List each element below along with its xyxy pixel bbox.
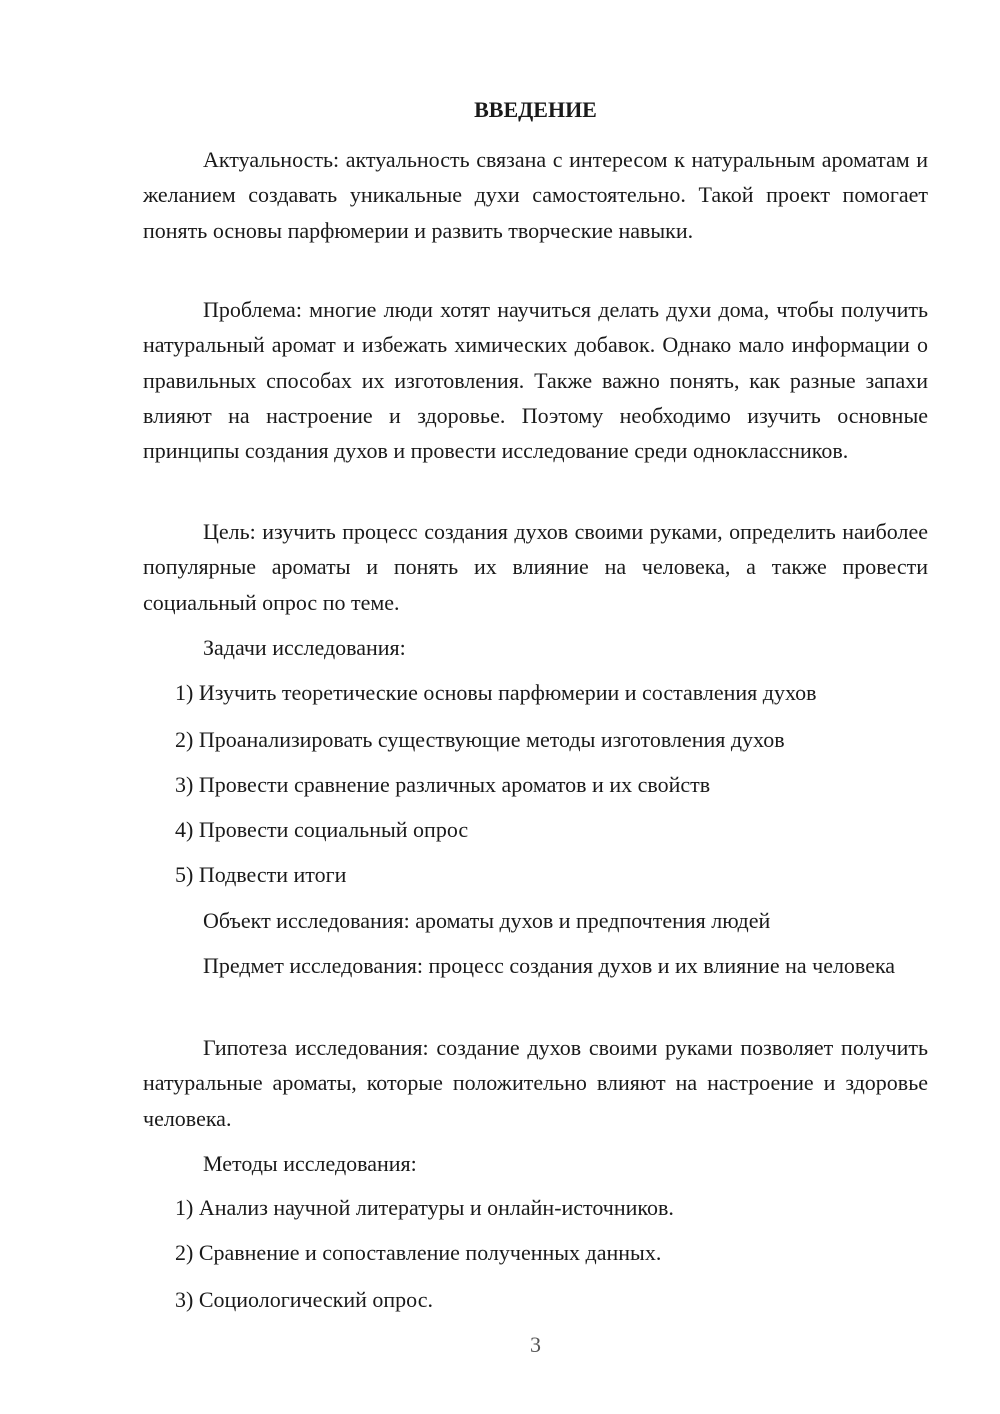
section-heading: ВВЕДЕНИЕ <box>474 97 597 122</box>
goal-paragraph: Цель: изучить процесс создания духов своими руками, определить наиболее популярные ароматы и понять их влияние на человека, а также провести социальный опрос по теме. <box>143 519 928 615</box>
task-item-4: 4) Провести социальный опрос <box>175 817 469 842</box>
page-number: 3 <box>530 1332 541 1357</box>
hypothesis-paragraph: Гипотеза исследования: создание духов своими руками позволяет получить натуральные ароматы, которые положительно влияют на настроение и здоровье человека. <box>143 1035 928 1131</box>
task-item-3: 3) Провести сравнение различных ароматов и их свойств <box>175 772 711 797</box>
task-item-5: 5) Подвести итоги <box>175 862 347 887</box>
problem-paragraph: Проблема: многие люди хотят научиться делать духи дома, чтобы получить натуральный аромат и избежать химических добавок. Однако мало информации о правильных способах их изготовления. Также важно понять, как разные запахи влияют на настроение и здоровье. Поэтому необходимо изучить основные принципы создания духов и провести исследование среди одноклассников. <box>143 297 928 464</box>
method-item-3: 3) Социологический опрос. <box>175 1287 433 1312</box>
methods-heading: Методы исследования: <box>203 1151 417 1176</box>
task-item-2: 2) Проанализировать существующие методы изготовления духов <box>175 727 785 752</box>
tasks-heading: Задачи исследования: <box>203 635 406 660</box>
method-item-1: 1) Анализ научной литературы и онлайн-источников. <box>175 1195 674 1220</box>
relevance-paragraph: Актуальность: актуальность связана с интересом к натуральным ароматам и желанием создавать уникальные духи самостоятельно. Такой проект помогает понять основы парфюмерии и развить творческие навыки. <box>143 147 928 243</box>
method-item-2: 2) Сравнение и сопоставление полученных данных. <box>175 1240 662 1265</box>
subject-paragraph: Предмет исследования: процесс создания духов и их влияние на человека <box>203 953 896 978</box>
task-item-1: 1) Изучить теоретические основы парфюмерии и составления духов <box>175 680 817 705</box>
document-page <box>143 0 928 1414</box>
object-paragraph: Объект исследования: ароматы духов и предпочтения людей <box>203 908 771 933</box>
